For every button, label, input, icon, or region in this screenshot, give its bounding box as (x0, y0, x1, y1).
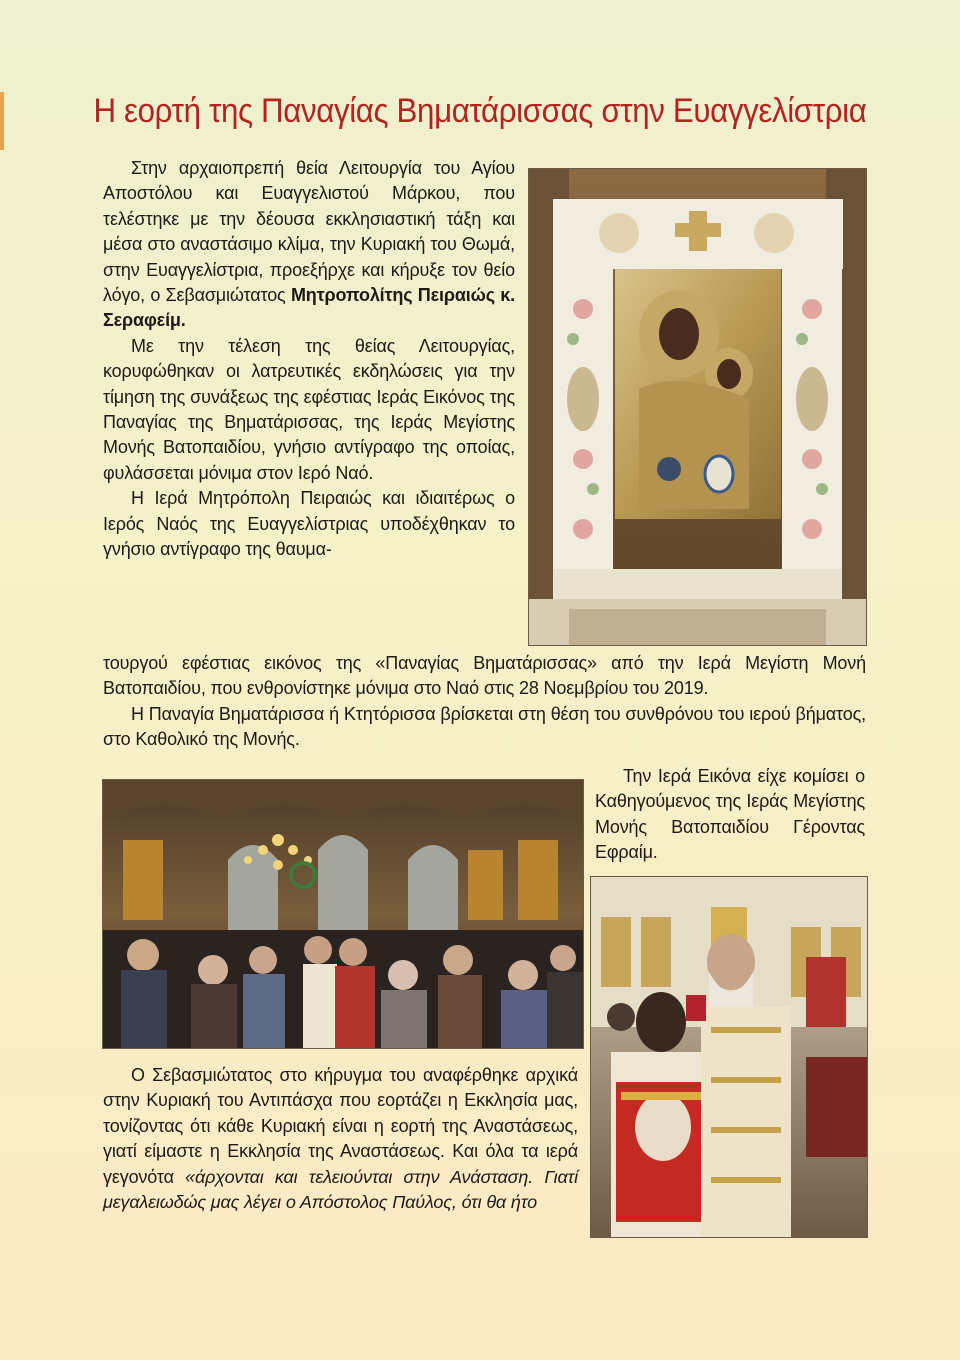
text-block-bottom (103, 1063, 578, 1215)
bishop-photo-illustration (591, 877, 867, 1237)
page-edge-mark (0, 92, 4, 150)
text-block-top (103, 156, 515, 563)
paragraph-liturgy: Με την τέλεση της θείας Λειτουργίας, κορυφώθηκαν οι λατρευτικές εκδηλώσεις για την τίμηση της συνάξεως της εφέστιας Ιεράς Εικόνος της Παναγίας της Βηματάρισσας, της Ιεράς Μεγίστης Μονής Βατοπαιδίου, γνήσιο αντίγραφο της οποίας, φυλάσσεται μόνιμα στον Ιερό Ναό. (103, 335, 515, 483)
interior-photo-illustration (103, 780, 583, 1048)
interior-photo (102, 779, 584, 1049)
metropolitan-name: Μητροπολίτης Πειραιώς κ. Σεραφείμ. (103, 285, 515, 331)
bishop-photo (590, 876, 868, 1238)
text-block-full (103, 651, 866, 753)
paragraph-sermon: Ο Σεβασμιώτατος στο κήρυγμα του αναφέρθηκε αρχικά στην Κυριακή του Αντιπάσχα που εορτάζει η Εκκλησία μας, τονίζοντας ότι κάθε Κυριακή είναι η εορτή της Αναστάσεως, γιατί είμαστε η Εκκλησία της Αναστάσεως. Και όλα τα ιερά γεγονότα «άρχονται και τελειούνται στην Ανάσταση. Γιατί μεγαλειωδώς μας λέγει ο Απόστολος Παύλος, ότι θα ήτο (103, 1065, 578, 1213)
paragraph-ephraim: Την Ιερά Εικόνα είχε κομίσει ο Καθηγούμενος της Ιεράς Μεγίστης Μονής Βατοπαιδίου Γέροντας Εφραίμ. (595, 766, 865, 863)
article-title: Η εορτή της Παναγίας Βηματάρισσας στην Ευαγγελίστρια (93, 92, 867, 130)
paragraph-vimatarissa: Η Παναγία Βηματάρισσα ή Κτητόρισσα βρίσκεται στη θέση του συνθρόνου του ιερού βήματος, στο Καθολικό της Μονής. (103, 703, 866, 750)
paragraph-reception-start: Η Ιερά Μητρόπολη Πειραιώς και ιδιαιτέρως ο Ιερός Ναός της Ευαγγελίστριας υποδέχθηκαν το γνήσιο αντίγραφο της θαυμα- (103, 488, 515, 560)
icon-photo (528, 168, 867, 646)
sermon-quote: «άρχονται και τελειούνται στην Ανάσταση. Γιατί μεγαλειωδώς μας λέγει ο Απόστολος Παύλος, ότι θα ήτο (103, 1166, 578, 1213)
paragraph-reception-end: τουργού εφέστιας εικόνος της «Παναγίας Βηματάρισσας» από την Ιερά Μεγίστη Μονή Βατοπαιδίου, που ενθρονίστηκε μόνιμα στο Ναό στις 28 Νοεμβρίου του 2019. (103, 653, 866, 699)
text-block-right (595, 764, 865, 866)
icon-photo-illustration (529, 169, 866, 645)
paragraph-intro: Στην αρχαιοπρεπή θεία Λειτουργία του Αγίου Αποστόλου και Ευαγγελιστού Μάρκου, που τελέστηκε με την δέουσα εκκλησιαστική τάξη και μέσα στο αναστάσιμο κλίμα, την Κυριακή του Θωμά, στην Ευαγγελίστρια, προεξήρχε και κήρυξε τον θείο λόγο, ο Σεβασμιώτατος Μητροπολίτης Πειραιώς κ. Σεραφείμ. (103, 158, 515, 331)
